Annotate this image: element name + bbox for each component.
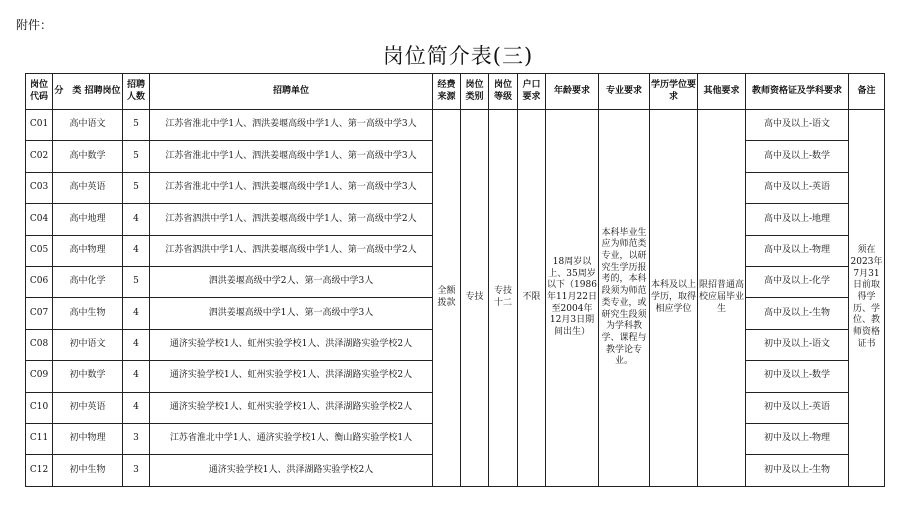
hire-count: 5 — [123, 266, 150, 297]
hire-count: 3 — [123, 455, 150, 486]
table-row — [26, 110, 885, 141]
hiring-units: 江苏省淮北中学1人、泗洪姜堰高级中学1人、第一高级中学3人 — [150, 172, 433, 203]
cert-requirement: 高中及以上-化学 — [746, 266, 849, 297]
post-code: C12 — [26, 455, 53, 486]
hiring-units: 泗洪姜堰高级中学1人、第一高级中学3人 — [150, 298, 433, 329]
hiring-units: 通济实验学校1人、虹州实验学校1人、洪泽湖路实验学校2人 — [150, 361, 433, 392]
header-hukou: 户口要求 — [518, 74, 546, 110]
post-code: C02 — [26, 141, 53, 172]
cert-requirement: 初中及以上-英语 — [746, 392, 849, 423]
post-level-cell: 专技十二 — [489, 110, 518, 487]
hiring-units: 通济实验学校1人、洪泽湖路实验学校2人 — [150, 455, 433, 486]
post-name: 高中地理 — [53, 204, 123, 235]
attachment-label: 附件： — [16, 18, 53, 32]
post-name: 初中数学 — [53, 361, 123, 392]
hire-count: 4 — [123, 392, 150, 423]
hire-count: 3 — [123, 423, 150, 454]
header-degree: 学历学位要求 — [650, 74, 698, 110]
table-header-row — [26, 74, 885, 110]
hire-count: 5 — [123, 172, 150, 203]
header-age: 年龄要求 — [546, 74, 599, 110]
post-code: C06 — [26, 266, 53, 297]
post-name: 高中生物 — [53, 298, 123, 329]
post-code: C03 — [26, 172, 53, 203]
cert-requirement: 高中及以上-数学 — [746, 141, 849, 172]
funding-cell: 全额拨款 — [433, 110, 461, 487]
remark-cell: 须在2023年7月31日前取得学历、学位、教师资格证书 — [849, 110, 885, 487]
post-code: C10 — [26, 392, 53, 423]
header-major: 专业要求 — [599, 74, 650, 110]
cert-requirement: 高中及以上-物理 — [746, 235, 849, 266]
hiring-units: 江苏省淮北中学1人、泗洪姜堰高级中学1人、第一高级中学3人 — [150, 110, 433, 141]
header-remark: 备注 — [849, 74, 885, 110]
post-code: C11 — [26, 423, 53, 454]
header-category: 分 类 招聘岗位 — [53, 74, 123, 110]
hire-count: 5 — [123, 141, 150, 172]
post-name: 初中生物 — [53, 455, 123, 486]
header-code: 岗位代码 — [26, 74, 53, 110]
degree-cell: 本科及以上学历，取得相应学位 — [650, 110, 698, 487]
header-post-level: 岗位等级 — [489, 74, 518, 110]
header-cert: 教师资格证及学科要求 — [746, 74, 849, 110]
hiring-units: 江苏省淮北中学1人、通济实验学校1人、衡山路实验学校1人 — [150, 423, 433, 454]
post-name: 高中语文 — [53, 110, 123, 141]
post-code: C05 — [26, 235, 53, 266]
hire-count: 4 — [123, 298, 150, 329]
hire-count: 4 — [123, 204, 150, 235]
post-name: 初中英语 — [53, 392, 123, 423]
hiring-units: 江苏省泗洪中学1人、泗洪姜堰高级中学1人、第一高级中学2人 — [150, 204, 433, 235]
cert-requirement: 高中及以上-地理 — [746, 204, 849, 235]
hiring-units: 通济实验学校1人、虹州实验学校1人、洪泽湖路实验学校2人 — [150, 329, 433, 360]
hire-count: 4 — [123, 361, 150, 392]
header-funding: 经费来源 — [433, 74, 461, 110]
post-name: 高中化学 — [53, 266, 123, 297]
hiring-units: 通济实验学校1人、虹州实验学校1人、洪泽湖路实验学校2人 — [150, 392, 433, 423]
post-code: C07 — [26, 298, 53, 329]
hiring-units: 江苏省泗洪中学1人、泗洪姜堰高级中学1人、第一高级中学2人 — [150, 235, 433, 266]
post-code: C04 — [26, 204, 53, 235]
major-cell: 本科毕业生应为师范类专业，以研究生学历报考的，本科段须为师范类专业，或研究生段须为学科教学、课程与教学论专业。 — [599, 110, 650, 487]
age-cell: 18周岁以上、35周岁以下（1986年11月22日至2004年12月3日期间出生） — [546, 110, 599, 487]
post-name: 高中数学 — [53, 141, 123, 172]
post-name: 高中英语 — [53, 172, 123, 203]
hire-count: 4 — [123, 329, 150, 360]
header-count: 招聘人数 — [123, 74, 150, 110]
hukou-cell: 不限 — [518, 110, 546, 487]
job-table — [25, 73, 885, 487]
cert-requirement: 初中及以上-语文 — [746, 329, 849, 360]
other-cell: 限招普通高校应届毕业生 — [698, 110, 746, 487]
post-name: 初中物理 — [53, 423, 123, 454]
post-code: C09 — [26, 361, 53, 392]
hiring-units: 江苏省淮北中学1人、泗洪姜堰高级中学1人、第一高级中学3人 — [150, 141, 433, 172]
header-post-type: 岗位类别 — [461, 74, 489, 110]
post-code: C08 — [26, 329, 53, 360]
page-title: 岗位简介表(三) — [382, 44, 534, 68]
cert-requirement: 初中及以上-物理 — [746, 423, 849, 454]
hiring-units: 泗洪姜堰高级中学2人、第一高级中学3人 — [150, 266, 433, 297]
header-other: 其他要求 — [698, 74, 746, 110]
post-code: C01 — [26, 110, 53, 141]
hire-count: 4 — [123, 235, 150, 266]
post-name: 高中物理 — [53, 235, 123, 266]
post-type-cell: 专技 — [461, 110, 489, 487]
hire-count: 5 — [123, 110, 150, 141]
cert-requirement: 高中及以上-英语 — [746, 172, 849, 203]
cert-requirement: 初中及以上-生物 — [746, 455, 849, 486]
cert-requirement: 高中及以上-生物 — [746, 298, 849, 329]
cert-requirement: 高中及以上-语文 — [746, 110, 849, 141]
cert-requirement: 初中及以上-数学 — [746, 361, 849, 392]
post-name: 初中语文 — [53, 329, 123, 360]
header-units: 招聘单位 — [150, 74, 433, 110]
